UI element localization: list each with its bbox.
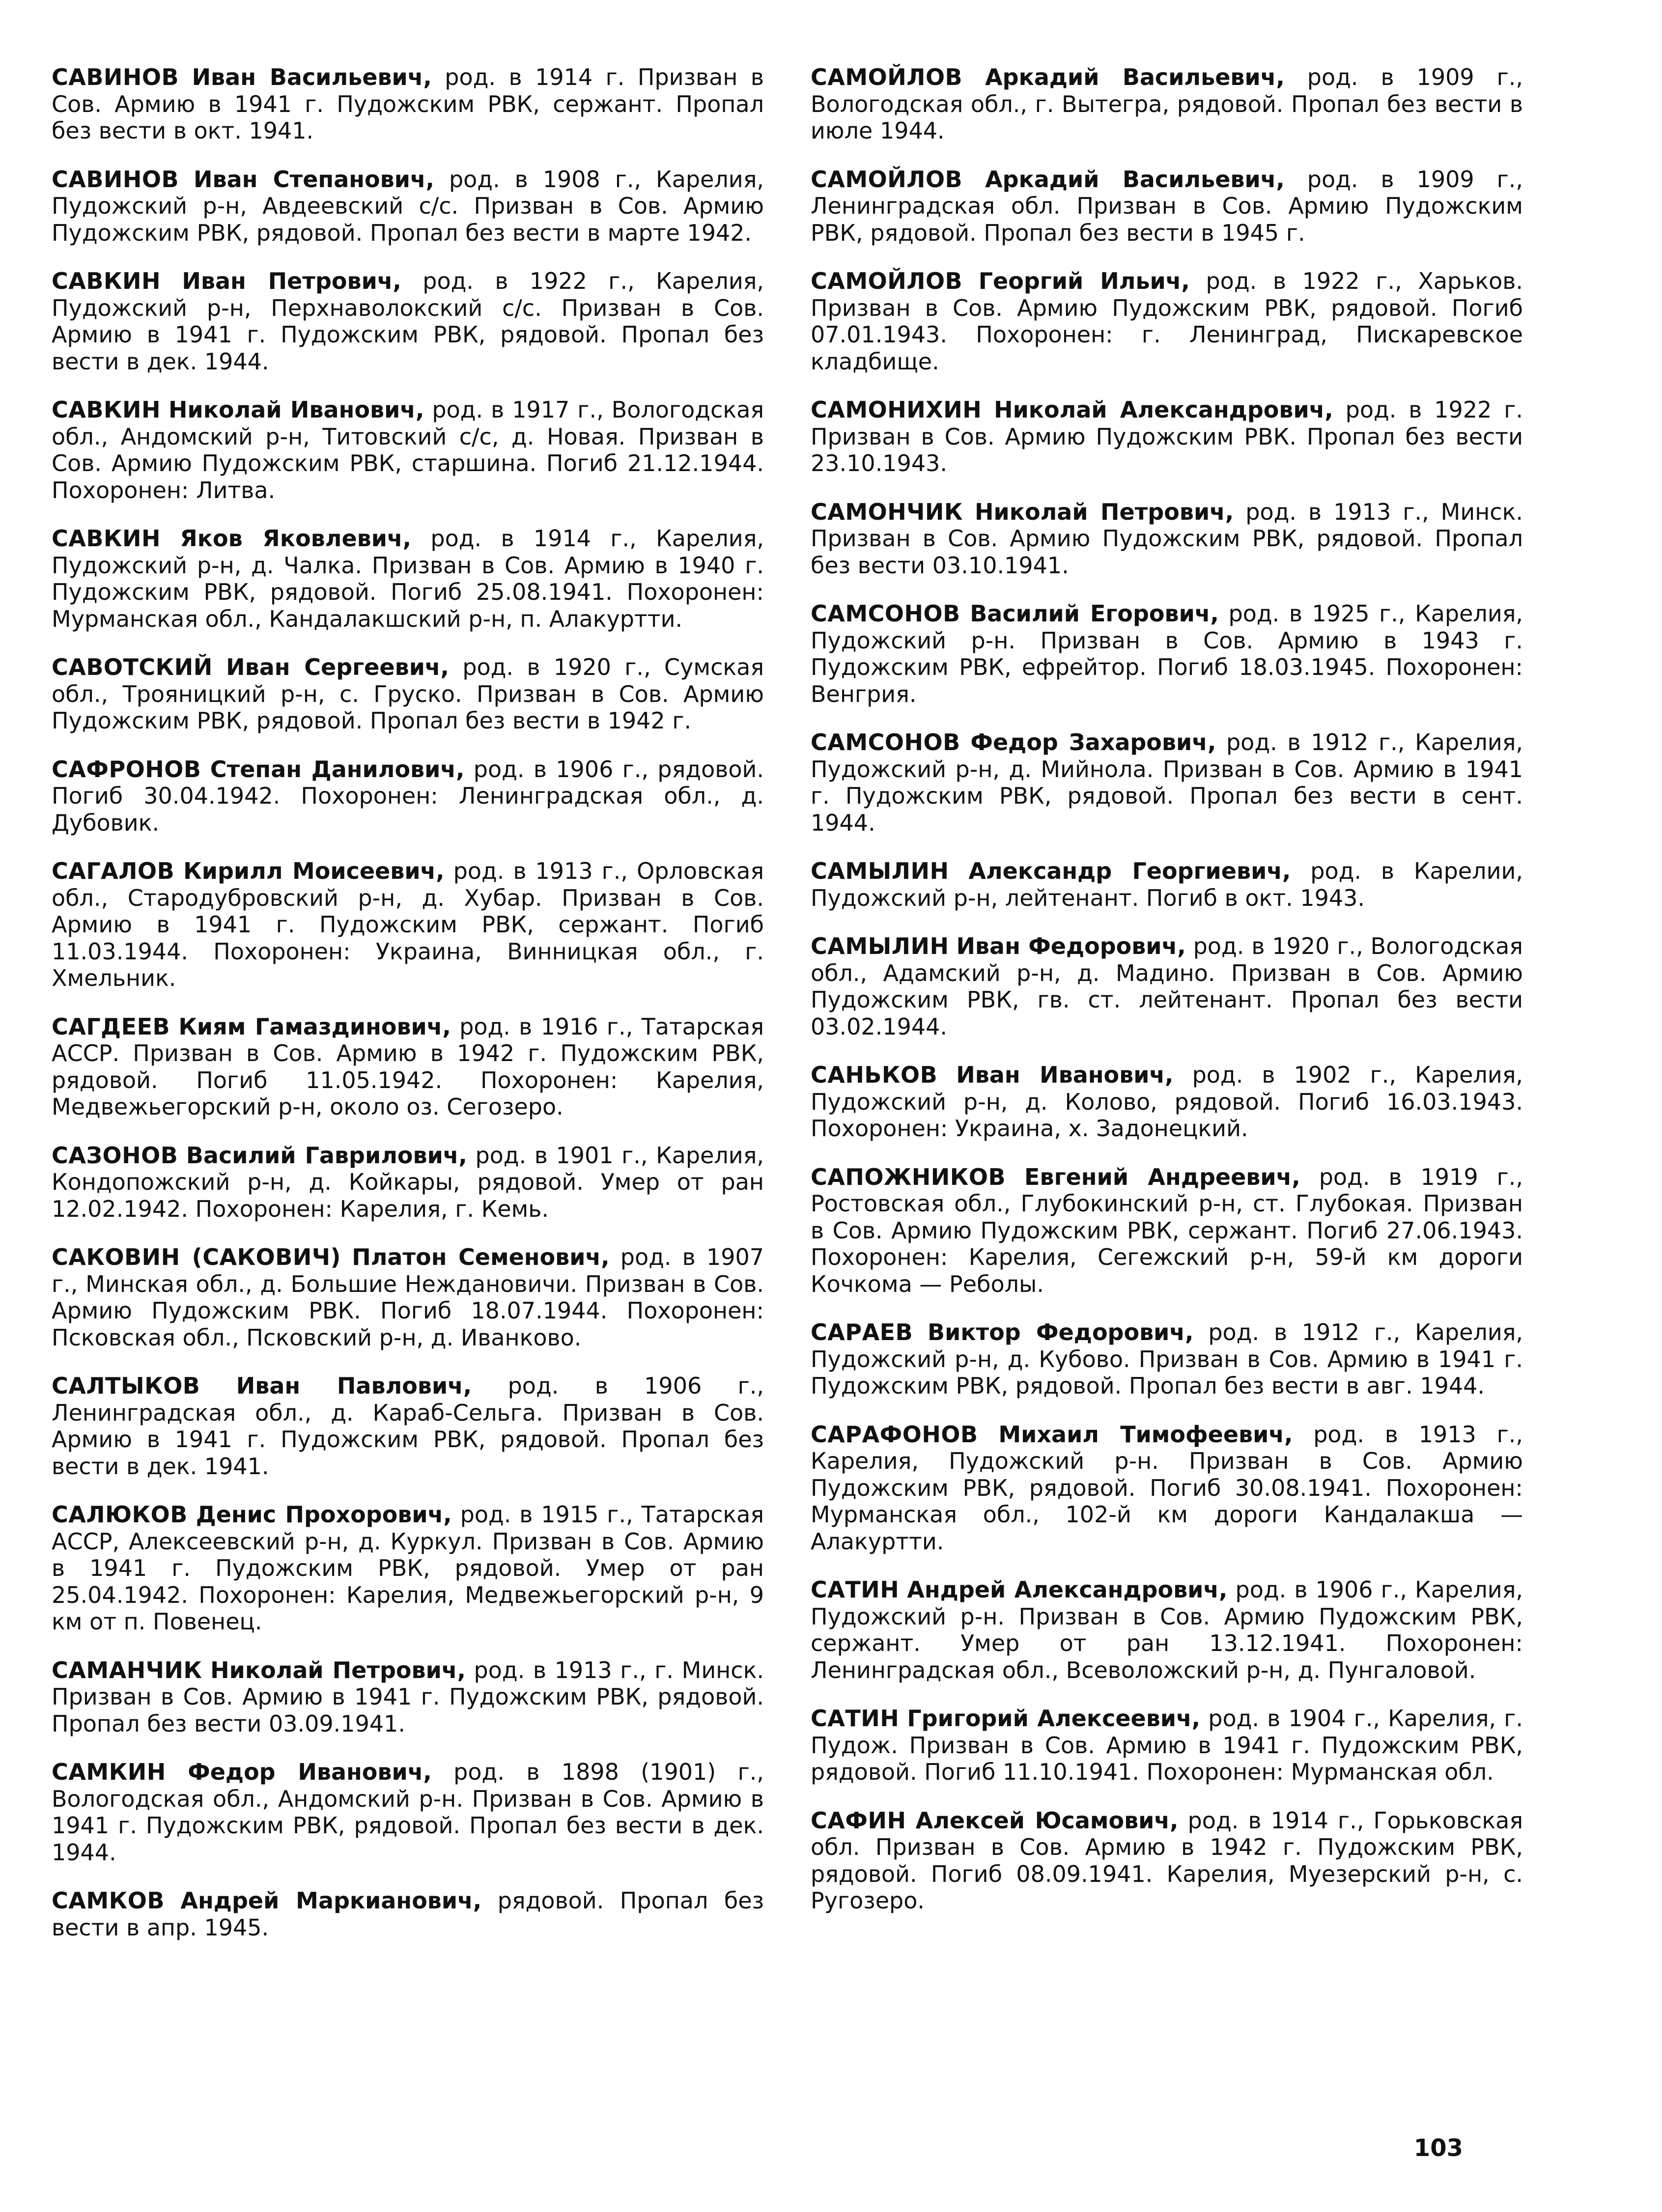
entry bbox=[52, 1759, 764, 1866]
entry bbox=[52, 1244, 764, 1351]
entry-surname: САМКИН bbox=[52, 1759, 166, 1785]
entry-surname: САТИН bbox=[811, 1576, 900, 1603]
entry bbox=[811, 499, 1523, 579]
entry-details: рядовой. Пропал без вести в апр. 1945. bbox=[52, 1887, 764, 1941]
entry-surname: САРАЕВ bbox=[811, 1319, 913, 1345]
entry-details: род. в 1913 г., Минск. Призван в Сов. Армию Пудожским РВК, рядовой. Пропал без вести 03.10.1941. bbox=[811, 498, 1523, 579]
entry-surname: САРАФОНОВ bbox=[811, 1421, 978, 1448]
entry bbox=[811, 396, 1523, 477]
entry-details: род. в 1906 г., Ленинградская обл., д. Караб-Сельга. Призван в Сов. Армию в 1941 г. Пудожским РВК, рядовой. Пропал без вести в дек. 1941. bbox=[52, 1372, 764, 1480]
entry-surname: САФИН bbox=[811, 1807, 906, 1834]
entry bbox=[811, 858, 1523, 911]
entry-surname: САМОНИХИН bbox=[811, 396, 982, 423]
entry bbox=[811, 1421, 1523, 1555]
entry-given-name: Николай Петрович, bbox=[975, 498, 1234, 525]
entry-details: род. в 1922 г., Харьков. Призван в Сов. Армию Пудожским РВК, рядовой. Погиб 07.01.1943. Похоронен: г. Ленинград, Пискаревское кладбище. bbox=[811, 268, 1523, 375]
entry-given-name: Григорий Алексеевич, bbox=[907, 1705, 1201, 1732]
entry-details: род. в 1920 г., Вологодская обл., Адамский р-н, д. Мадино. Призван в Сов. Армию Пудожским РВК, гв. ст. лейтенант. Пропал без вести 03.02.1944. bbox=[811, 933, 1523, 1040]
entry-surname: САМАНЧИК bbox=[52, 1656, 202, 1683]
entry-details: род. в 1919 г., Ростовская обл., Глубокинский р-н, ст. Глубокая. Призван в Сов. Армию Пудожским РВК, сержант. Погиб 27.06.1943. Похоронен: Карелия, Сегежский р-н, 59-й км дороги Кочкома — Реболы. bbox=[811, 1163, 1523, 1297]
entry bbox=[811, 600, 1523, 707]
entry-surname: САВКИН bbox=[52, 525, 161, 552]
entry-given-name: Федор Захарович, bbox=[970, 729, 1216, 756]
entry-surname: САМОНЧИК bbox=[811, 498, 963, 525]
entry-details: род. в Карелии, Пудожский р-н, лейтенант. Погиб в окт. 1943. bbox=[811, 858, 1523, 911]
entry-details: род. в 1914 г., Карелия, Пудожский р-н, д. Чалка. Призван в Сов. Армию в 1940 г. Пудожским РВК, рядовой. Погиб 25.08.1941. Похоронен: Мурманская обл., Кандалакшский р-н, п. Алакуртти. bbox=[52, 525, 764, 632]
entry-surname: САВКИН bbox=[52, 268, 161, 294]
entry-details: род. в 1925 г., Карелия, Пудожский р-н. Призван в Сов. Армию в 1943 г. Пудожским РВК, ефрейтор. Погиб 18.03.1945. Похоронен: Венгрия. bbox=[811, 600, 1523, 707]
entry-surname: САМОЙЛОВ bbox=[811, 268, 963, 294]
entry-details: род. в 1917 г., Вологодская обл., Андомский р-н, Титовский с/с, д. Новая. Призван в Сов. Армию Пудожским РВК, старшина. Погиб 21.12.1944. Похоронен: Литва. bbox=[52, 396, 764, 504]
entry-details: род. в 1914 г., Горьковская обл. Призван в Сов. Армию в 1942 г. Пудожским РВК, рядовой. Погиб 08.09.1941. Карелия, Муезерский р-н, с. Ругозеро. bbox=[811, 1807, 1523, 1914]
entry bbox=[52, 756, 764, 837]
entry-surname: САГАЛОВ bbox=[52, 858, 175, 884]
entry bbox=[52, 1013, 764, 1120]
entry-surname: САВИНОВ bbox=[52, 166, 179, 193]
entry-surname: САМКОВ bbox=[52, 1887, 165, 1914]
entry bbox=[811, 268, 1523, 375]
entry-given-name: Виктор Федорович, bbox=[928, 1319, 1194, 1345]
entry-given-name: Александр Георгиевич, bbox=[968, 858, 1291, 884]
entry-given-name: Киям Гамаздинович, bbox=[178, 1013, 451, 1040]
entry-surname: САМОЙЛОВ bbox=[811, 64, 963, 90]
entry bbox=[811, 1807, 1523, 1914]
entry-given-name: Николай Петрович, bbox=[210, 1656, 466, 1683]
entry-details: род. в 1909 г., Вологодская обл., г. Вытегра, рядовой. Пропал без вести в июле 1944. bbox=[811, 64, 1523, 144]
entry-given-name: Платон Семенович, bbox=[352, 1244, 610, 1270]
entry-details: род. в 1912 г., Карелия, Пудожский р-н, д. Кубово. Призван в Сов. Армию в 1941 г. Пудожским РВК, рядовой. Пропал без вести в авг. 1944. bbox=[811, 1319, 1523, 1399]
entry-given-name: Аркадий Васильевич, bbox=[985, 64, 1285, 90]
entry bbox=[811, 729, 1523, 836]
entry-given-name: Иван Федорович, bbox=[956, 933, 1186, 959]
entry bbox=[52, 654, 764, 734]
entry-given-name: Аркадий Васильевич, bbox=[985, 166, 1285, 193]
entry-given-name: Иван Павлович, bbox=[236, 1372, 472, 1399]
entry-given-name: Денис Прохорович, bbox=[196, 1501, 452, 1528]
entry bbox=[52, 64, 764, 144]
entry-given-name: Иван Сергеевич, bbox=[226, 654, 449, 680]
entry-surname: САМСОНОВ bbox=[811, 600, 960, 627]
entry-details: род. в 1908 г., Карелия, Пудожский р-н, Авдеевский с/с. Призван в Сов. Армию Пудожским РВК, рядовой. Пропал без вести в марте 1942. bbox=[52, 166, 764, 246]
entry bbox=[52, 396, 764, 504]
entry-surname: САЛТЫКОВ bbox=[52, 1372, 200, 1399]
entry-surname: САТИН bbox=[811, 1705, 900, 1732]
right-column bbox=[811, 64, 1523, 1936]
entry-surname: САМСОНОВ bbox=[811, 729, 960, 756]
entry-surname: САЛЮКОВ bbox=[52, 1501, 188, 1528]
entry-surname: САМОЙЛОВ bbox=[811, 166, 963, 193]
entry-details: род. в 1914 г. Призван в Сов. Армию в 1941 г. Пудожским РВК, сержант. Пропал без вести в окт. 1941. bbox=[52, 64, 764, 144]
entry bbox=[811, 1705, 1523, 1786]
entry-surname: САМЫЛИН bbox=[811, 933, 949, 959]
entry-given-name: Федор Иванович, bbox=[188, 1759, 432, 1785]
entry-details: род. в 1916 г., Татарская АССР. Призван в Сов. Армию в 1942 г. Пудожским РВК, рядовой. Погиб 11.05.1942. Похоронен: Карелия, Медвежьегорский р-н, около оз. Сегозеро. bbox=[52, 1013, 764, 1120]
entry-given-name: Иван Петрович, bbox=[182, 268, 401, 294]
entry bbox=[52, 268, 764, 375]
entry-details: род. в 1901 г., Карелия, Кондопожский р-н, д. Койкары, рядовой. Умер от ран 12.02.1942. Похоронен: Карелия, г. Кемь. bbox=[52, 1142, 764, 1222]
entry bbox=[811, 64, 1523, 144]
entry-surname: САВИНОВ bbox=[52, 64, 179, 90]
entry-given-name: Андрей Александрович, bbox=[907, 1576, 1228, 1603]
entry-details: род. в 1898 (1901) г., Вологодская обл., Андомский р-н. Призван в Сов. Армию в 1941 г. Пудожским РВК, рядовой. Пропал без вести в дек. 1944. bbox=[52, 1759, 764, 1866]
entry-given-name: Иван Васильевич, bbox=[192, 64, 432, 90]
entry bbox=[52, 1501, 764, 1635]
entry-given-name: Иван Степанович, bbox=[194, 166, 435, 193]
entry-surname: САКОВИН (САКОВИЧ) bbox=[52, 1244, 341, 1270]
entry-given-name: Николай Иванович, bbox=[169, 396, 424, 423]
entry-given-name: Кирилл Моисеевич, bbox=[183, 858, 445, 884]
entry-given-name: Яков Яковлевич, bbox=[180, 525, 412, 552]
entry-details: род. в 1913 г., Карелия, Пудожский р-н. Призван в Сов. Армию Пудожским РВК, рядовой. Погиб 30.08.1941. Похоронен: Мурманская обл., 102-й км дороги Кандалакша — Алакуртти. bbox=[811, 1421, 1523, 1555]
entry-details: род. в 1922 г. Призван в Сов. Армию Пудожским РВК. Пропал без вести 23.10.1943. bbox=[811, 396, 1523, 476]
entry-given-name: Василий Егорович, bbox=[970, 600, 1219, 627]
entry-given-name: Степан Данилович, bbox=[210, 756, 465, 783]
entry-given-name: Андрей Маркианович, bbox=[180, 1887, 482, 1914]
entry bbox=[52, 858, 764, 992]
entry bbox=[811, 1319, 1523, 1400]
entry-details: род. в 1912 г., Карелия, Пудожский р-н, д. Мийнола. Призван в Сов. Армию в 1941 г. Пудожским РВК, рядовой. Пропал без вести в сент. 1944. bbox=[811, 729, 1523, 836]
entry bbox=[52, 166, 764, 247]
entry-details: род. в 1922 г., Карелия, Пудожский р-н, Перхнаволокский с/с. Призван в Сов. Армию в 1941 г. Пудожским РВК, рядовой. Пропал без вести в дек. 1944. bbox=[52, 268, 764, 375]
entry-given-name: Евгений Андреевич, bbox=[1024, 1163, 1300, 1190]
entry-surname: САВОТСКИЙ bbox=[52, 654, 213, 680]
entry-details: род. в 1915 г., Татарская АССР, Алексеевский р-н, д. Куркул. Призван в Сов. Армию в 1941 г. Пудожским РВК, рядовой. Умер от ран 25.04.1942. Похоронен: Карелия, Медвежьегорский р-н, 9 км от п. Повенец. bbox=[52, 1501, 764, 1635]
entry-details: род. в 1904 г., Карелия, г. Пудож. Призван в Сов. Армию в 1941 г. Пудожским РВК, рядовой. Погиб 11.10.1941. Похоронен: Мурманская обл. bbox=[811, 1705, 1523, 1785]
entry-details: род. в 1906 г., Карелия, Пудожский р-н. Призван в Сов. Армию Пудожским РВК, сержант. Умер от ран 13.12.1941. Похоронен: Ленинградская обл., Всеволожский р-н, д. Пунгаловой. bbox=[811, 1576, 1523, 1683]
left-column bbox=[52, 64, 764, 1962]
entry-details: род. в 1913 г., г. Минск. Призван в Сов. Армию в 1941 г. Пудожским РВК, рядовой. Пропал без вести 03.09.1941. bbox=[52, 1656, 764, 1737]
entry-details: род. в 1907 г., Минская обл., д. Большие Неждановичи. Призван в Сов. Армию Пудожским РВК. Погиб 18.07.1944. Похоронен: Псковская обл., Псковский р-н, д. Иванково. bbox=[52, 1244, 764, 1351]
entry-details: род. в 1913 г., Орловская обл., Стародубровский р-н, д. Хубар. Призван в Сов. Армию в 1941 г. Пудожским РВК, сержант. Погиб 11.03.1944. Похоронен: Украина, Винницкая обл., г. Хмельник. bbox=[52, 858, 764, 991]
page-number: 103 bbox=[1413, 2134, 1463, 2162]
entry-given-name: Михаил Тимофеевич, bbox=[998, 1421, 1293, 1448]
entry-given-name: Алексей Юсамович, bbox=[915, 1807, 1179, 1834]
entry-given-name: Иван Иванович, bbox=[956, 1062, 1174, 1088]
entry bbox=[52, 1887, 764, 1941]
entry-surname: САПОЖНИКОВ bbox=[811, 1163, 1006, 1190]
entry bbox=[811, 166, 1523, 247]
entry-surname: САФРОНОВ bbox=[52, 756, 201, 783]
entry-given-name: Георгий Ильич, bbox=[978, 268, 1190, 294]
entry bbox=[52, 1142, 764, 1223]
entry bbox=[52, 525, 764, 632]
entry bbox=[811, 1576, 1523, 1683]
entry-surname: САМЫЛИН bbox=[811, 858, 949, 884]
entry-surname: САЗОНОВ bbox=[52, 1142, 178, 1169]
entry bbox=[811, 1164, 1523, 1298]
entry-surname: САГДЕЕВ bbox=[52, 1013, 170, 1040]
entry-surname: САНЬКОВ bbox=[811, 1062, 938, 1088]
entry-surname: САВКИН bbox=[52, 396, 161, 423]
entry bbox=[52, 1657, 764, 1737]
entry-details: род. в 1920 г., Сумская обл., Трояницкий р-н, с. Груско. Призван в Сов. Армию Пудожским РВК, рядовой. Пропал без вести в 1942 г. bbox=[52, 654, 764, 734]
entry bbox=[52, 1372, 764, 1480]
entry-given-name: Николай Александрович, bbox=[994, 396, 1333, 423]
entry bbox=[811, 933, 1523, 1040]
entry-details: род. в 1902 г., Карелия, Пудожский р-н, д. Колово, рядовой. Погиб 16.03.1943. Похоронен: Украина, х. Задонецкий. bbox=[811, 1062, 1523, 1142]
entry-details: род. в 1909 г., Ленинградская обл. Призван в Сов. Армию Пудожским РВК, рядовой. Пропал без вести в 1945 г. bbox=[811, 166, 1523, 246]
entry bbox=[811, 1062, 1523, 1142]
entry-details: род. в 1906 г., рядовой. Погиб 30.04.1942. Похоронен: Ленинградская обл., д. Дубовик. bbox=[52, 756, 764, 836]
entry-given-name: Василий Гаврилович, bbox=[186, 1142, 467, 1169]
